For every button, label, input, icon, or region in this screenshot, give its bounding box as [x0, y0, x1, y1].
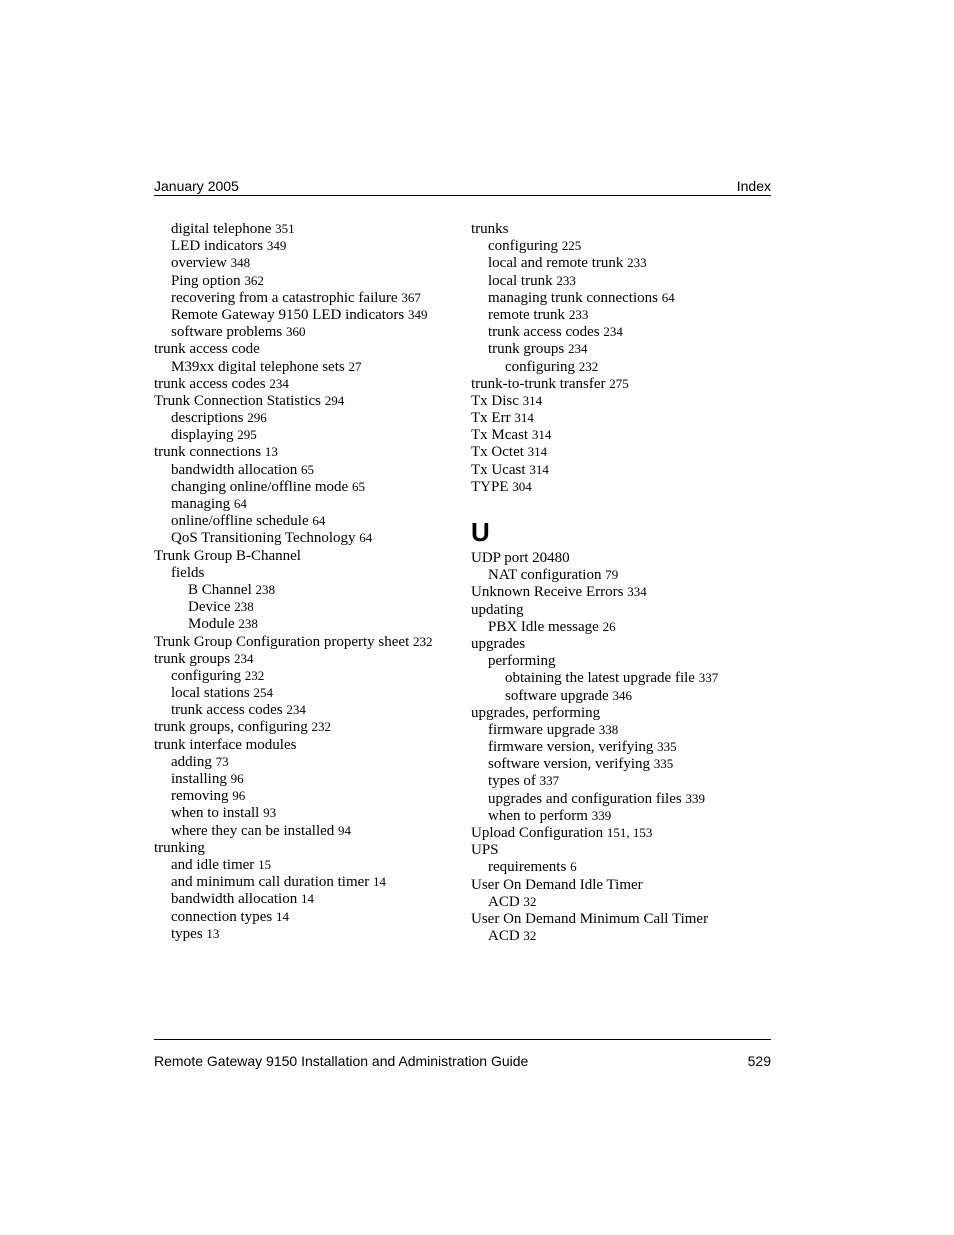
index-entry: [154, 633, 454, 650]
index-entry: [471, 254, 771, 271]
index-entry: [154, 684, 454, 701]
index-group-t: [471, 220, 771, 495]
index-term: Upload Configuration: [471, 825, 604, 841]
index-term: configuring: [505, 358, 575, 375]
index-entry: [154, 495, 454, 512]
index-term: B Channel: [188, 581, 252, 598]
index-term: QoS Transitioning Technology: [171, 530, 356, 547]
index-page-refs: 254: [253, 685, 273, 701]
index-page-refs: 232: [578, 358, 599, 374]
index-entry: [471, 566, 771, 583]
index-entry: [471, 858, 771, 875]
index-entry: [471, 478, 771, 495]
index-page-refs: 15: [258, 856, 272, 872]
index-entry: [154, 254, 454, 271]
index-page-refs: 295: [237, 427, 257, 443]
index-entry: [154, 701, 454, 718]
index-entry: [154, 547, 454, 564]
index-page-refs: 13: [264, 444, 278, 460]
index-entry: [154, 650, 454, 667]
index-term: ACD: [488, 893, 520, 910]
index-page-refs: 32: [523, 928, 537, 944]
index-page-refs: 360: [285, 324, 306, 340]
index-entry: [471, 841, 771, 858]
index-entry: [154, 615, 454, 632]
index-term: NAT configuration: [488, 567, 602, 584]
index-entry: [471, 669, 771, 686]
index-page-refs: 14: [300, 891, 314, 907]
index-page-refs: 362: [244, 272, 264, 288]
index-page-refs: 233: [568, 306, 589, 322]
index-entry: [154, 375, 454, 392]
index-term: trunks: [471, 221, 509, 237]
index-entry: [471, 375, 771, 392]
index-page-refs: 232: [244, 667, 265, 683]
index-term: upgrades: [471, 635, 526, 652]
index-term: and idle timer: [171, 856, 255, 873]
index-term: Tx Ucast: [471, 461, 526, 478]
index-entry: [154, 736, 454, 753]
index-term: configuring: [171, 667, 241, 684]
index-term: bandwidth allocation: [171, 891, 298, 908]
index-term: when to perform: [488, 807, 588, 824]
index-term: trunk connections: [154, 444, 262, 461]
index-entry: [154, 289, 454, 306]
index-page-refs: 234: [603, 324, 623, 340]
index-page-refs: 234: [269, 375, 289, 391]
header-rule: [154, 195, 771, 196]
index-entry: [471, 601, 771, 618]
index-column-right: [471, 220, 771, 944]
index-entry: [154, 873, 454, 890]
index-term: trunking: [154, 839, 205, 856]
index-entry: [471, 687, 771, 704]
index-term: trunk groups, configuring: [154, 719, 308, 736]
index-page-refs: 32: [523, 893, 537, 909]
index-entry: [154, 718, 454, 735]
index-entry: [154, 272, 454, 289]
index-page-refs: 94: [338, 822, 352, 838]
index-term: software upgrade: [505, 687, 609, 704]
index-entry: [154, 925, 454, 942]
index-term: upgrades, performing: [471, 704, 601, 721]
index-page-refs: 26: [602, 618, 616, 634]
index-entry: [471, 755, 771, 772]
index-term: trunk access code: [154, 341, 260, 358]
index-page-refs: 348: [230, 255, 251, 271]
index-term: obtaining the latest upgrade file: [505, 670, 695, 687]
index-term: recovering from a catastrophic failure: [171, 289, 398, 306]
index-term: Trunk Group Configuration property sheet: [154, 633, 410, 650]
index-page-refs: 314: [522, 392, 543, 408]
index-term: PBX Idle message: [488, 618, 599, 635]
index-entry: [154, 478, 454, 495]
footer-rule: [154, 1039, 771, 1040]
index-term: removing: [171, 788, 229, 805]
index-entry: [154, 581, 454, 598]
index-entry: [471, 443, 771, 460]
index-term: installing: [171, 771, 227, 787]
index-page-refs: 93: [263, 805, 277, 821]
index-term: requirements: [488, 859, 567, 876]
index-page-refs: 233: [556, 272, 576, 288]
index-entry: [154, 358, 454, 375]
index-term: Ping option: [171, 272, 241, 289]
index-entry: [471, 358, 771, 375]
index-page-refs: 334: [627, 584, 647, 600]
page-number: 529: [747, 1053, 771, 1069]
index-entry: [471, 549, 771, 566]
index-term: TYPE: [471, 478, 509, 495]
index-term: trunk groups: [488, 341, 565, 358]
index-term: Unknown Receive Errors: [471, 584, 624, 601]
index-entry: [471, 461, 771, 478]
index-term: updating: [471, 601, 524, 618]
index-page-refs: 335: [653, 756, 674, 772]
index-entry: [154, 237, 454, 254]
header-section: Index: [736, 178, 771, 194]
index-term: trunk access codes: [488, 324, 600, 341]
index-page-refs: 314: [529, 461, 549, 477]
index-term: connection types: [171, 908, 273, 925]
index-entry: [154, 667, 454, 684]
index-page-refs: 232: [311, 719, 331, 735]
page-header: [154, 174, 771, 194]
index-entry: [154, 306, 454, 323]
index-entry: [471, 306, 771, 323]
index-term: fields: [171, 564, 205, 581]
index-entry: [471, 927, 771, 944]
index-page-refs: 349: [408, 306, 428, 322]
index-term: overview: [171, 255, 227, 272]
index-page-refs: 349: [266, 238, 287, 254]
index-entry: [154, 598, 454, 615]
index-entry: [471, 807, 771, 824]
index-term: and minimum call duration timer: [171, 874, 370, 891]
index-page-refs: 338: [598, 721, 619, 737]
index-entry: [154, 839, 454, 856]
index-term: managing trunk connections: [488, 289, 658, 306]
index-term: trunk groups: [154, 650, 231, 667]
index-page-refs: 238: [234, 599, 254, 615]
index-page-refs: 234: [234, 650, 254, 666]
index-entry: [154, 512, 454, 529]
index-entry: [471, 340, 771, 357]
index-term: ACD: [488, 928, 520, 945]
index-page-refs: 339: [685, 790, 705, 806]
index-page-refs: 64: [233, 496, 247, 511]
index-page-refs: 304: [512, 478, 532, 494]
index-term: Tx Disc: [471, 392, 519, 409]
index-term: trunk access codes: [154, 375, 266, 392]
index-entry: [154, 564, 454, 581]
index-page-refs: 64: [661, 289, 675, 305]
index-entry: [471, 583, 771, 600]
index-entry: [154, 340, 454, 357]
index-entry: [471, 618, 771, 635]
index-term: remote trunk: [488, 306, 566, 323]
index-page-refs: 6: [570, 859, 577, 875]
index-page-refs: 337: [698, 670, 719, 686]
index-term: types of: [488, 773, 536, 790]
index-term: trunk-to-trunk transfer: [471, 375, 606, 392]
index-page-refs: 367: [401, 289, 421, 305]
index-entry: [154, 908, 454, 925]
index-entry: [471, 426, 771, 443]
index-page-refs: 294: [324, 392, 345, 408]
index-entry: [471, 738, 771, 755]
index-term: adding: [171, 753, 212, 770]
index-page-refs: 232: [413, 633, 433, 649]
index-entry: [471, 323, 771, 340]
index-term: types: [171, 925, 203, 942]
index-term: digital telephone: [171, 221, 272, 237]
index-term: upgrades and configuration files: [488, 790, 682, 807]
index-page-refs: 346: [612, 687, 632, 703]
index-entry: [471, 392, 771, 409]
index-page-refs: 64: [312, 513, 326, 529]
index-page-refs: 151, 153: [606, 825, 653, 840]
index-term: configuring: [488, 238, 558, 255]
index-entry: [154, 392, 454, 409]
index-page-refs: 73: [215, 753, 229, 769]
index-page-refs: 65: [300, 461, 314, 477]
index-term: when to install: [171, 805, 260, 822]
index-term: changing online/offline mode: [171, 478, 349, 495]
index-entry: [154, 426, 454, 443]
index-page-refs: 65: [351, 478, 365, 494]
index-entry: [154, 856, 454, 873]
index-term: Device: [188, 599, 231, 616]
header-date: January 2005: [154, 178, 239, 194]
index-page-refs: 238: [255, 581, 275, 597]
index-page-refs: 339: [591, 807, 612, 823]
index-term: local trunk: [488, 272, 553, 289]
index-entry: [154, 770, 454, 787]
index-term: descriptions: [171, 410, 244, 427]
index-term: trunk access codes: [171, 702, 283, 719]
index-page-refs: 296: [247, 410, 267, 426]
index-entry: [154, 443, 454, 460]
index-entry: [471, 237, 771, 254]
footer-title: Remote Gateway 9150 Installation and Administration Guide: [154, 1053, 529, 1069]
index-page-refs: 351: [275, 221, 295, 236]
index-letter-heading: U: [471, 517, 490, 547]
index-page-refs: 64: [359, 530, 373, 546]
index-term: UDP port 20480: [471, 550, 570, 566]
index-group-u: [471, 549, 771, 944]
index-term: Module: [188, 616, 235, 633]
index-page-refs: 234: [286, 702, 306, 718]
index-entry: [471, 289, 771, 306]
index-page-refs: 233: [627, 255, 647, 271]
index-page-refs: 27: [348, 358, 362, 374]
index-entry: [154, 753, 454, 770]
index-page-refs: 79: [605, 567, 619, 583]
index-term: performing: [488, 653, 556, 670]
index-page-refs: 314: [527, 444, 548, 460]
index-term: Remote Gateway 9150 LED indicators: [171, 306, 405, 323]
index-term: local and remote trunk: [488, 255, 624, 272]
index-entry: [471, 220, 771, 237]
index-entry: [471, 910, 771, 927]
index-entry: [471, 272, 771, 289]
page-footer: [154, 1049, 771, 1069]
index-term: bandwidth allocation: [171, 461, 298, 478]
index-entry: [154, 409, 454, 426]
index-entry: [154, 220, 454, 237]
index-page-refs: 337: [539, 773, 560, 789]
index-term: LED indicators: [171, 238, 264, 255]
index-term: online/offline schedule: [171, 513, 309, 530]
index-term: User On Demand Idle Timer: [471, 876, 643, 893]
index-page-refs: 14: [275, 908, 289, 924]
index-entry: [471, 409, 771, 426]
index-page-refs: 234: [568, 341, 588, 357]
index-entry: [471, 772, 771, 789]
index-term: local stations: [171, 685, 250, 702]
index-term: Tx Mcast: [471, 427, 529, 444]
index-entry: [471, 721, 771, 738]
index-term: firmware version, verifying: [488, 739, 654, 756]
index-page-refs: 335: [657, 739, 677, 755]
index-entry: [154, 804, 454, 821]
index-term: M39xx digital telephone sets: [171, 358, 345, 375]
index-term: Tx Err: [471, 410, 511, 427]
index-page-refs: 13: [206, 925, 220, 941]
index-term: software problems: [171, 324, 283, 341]
index-entry: [154, 461, 454, 478]
index-entry: [471, 635, 771, 652]
index-column-left: [154, 220, 454, 942]
index-term: trunk interface modules: [154, 736, 297, 753]
index-page-refs: 96: [232, 788, 246, 804]
index-entry: [471, 893, 771, 910]
index-entry: [471, 652, 771, 669]
index-page-refs: 14: [373, 874, 387, 890]
index-page-refs: 96: [230, 771, 244, 786]
index-term: Trunk Connection Statistics: [154, 392, 321, 409]
index-entry: [154, 323, 454, 340]
index-page-refs: 225: [561, 238, 582, 254]
index-entry: [154, 787, 454, 804]
index-term: UPS: [471, 842, 499, 859]
index-entry: [154, 822, 454, 839]
index-page-refs: 314: [514, 410, 534, 426]
index-page-refs: 238: [238, 616, 258, 632]
index-entry: [154, 529, 454, 546]
index-term: software version, verifying: [488, 756, 651, 773]
index-entry: [471, 876, 771, 893]
index-entry: [471, 824, 771, 841]
index-entry: [154, 890, 454, 907]
index-entry: [471, 704, 771, 721]
index-term: firmware upgrade: [488, 721, 596, 738]
index-term: User On Demand Minimum Call Timer: [471, 910, 709, 927]
index-term: Trunk Group B-Channel: [154, 547, 301, 564]
index-page-refs: 275: [609, 375, 629, 391]
index-term: displaying: [171, 427, 234, 444]
index-page-refs: 314: [531, 427, 552, 443]
index-entry: [471, 790, 771, 807]
index-term: managing: [171, 496, 231, 512]
index-term: Tx Octet: [471, 444, 524, 461]
index-term: where they can be installed: [171, 822, 335, 839]
